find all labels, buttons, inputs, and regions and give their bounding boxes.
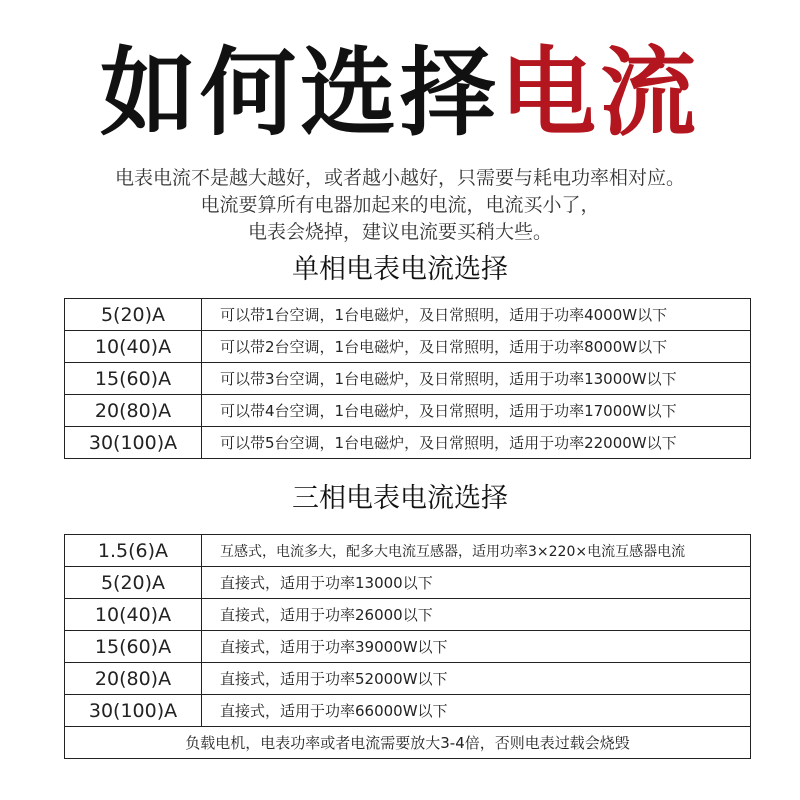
title-part-black: 如何选择: [100, 37, 500, 149]
table-row: [65, 599, 751, 631]
table-row: [65, 299, 751, 331]
table-row: [65, 695, 751, 727]
intro-line-2: 电流要算所有电器加起来的电流，电流买小了，: [200, 194, 600, 216]
three-phase-title: 三相电表电流选择: [292, 483, 508, 514]
description-cell: 直接式，适用于功率39000W以下: [202, 631, 751, 663]
table-row: [65, 395, 751, 427]
single-phase-title: 单相电表电流选择: [292, 254, 508, 285]
table-row: [65, 535, 751, 567]
page-title: [0, 38, 800, 148]
single-phase-table: [64, 298, 751, 459]
title-part-red: 电流: [500, 37, 700, 149]
table-row: [65, 331, 751, 363]
rating-cell: 20(80)A: [65, 663, 202, 695]
description-cell: 直接式，适用于功率52000W以下: [202, 663, 751, 695]
rating-cell: 30(100)A: [65, 695, 202, 727]
rating-cell: 5(20)A: [65, 299, 202, 331]
rating-cell: 10(40)A: [65, 599, 202, 631]
table-row: [65, 567, 751, 599]
description-cell: 可以带2台空调，1台电磁炉，及日常照明，适用于功率8000W以下: [202, 331, 751, 363]
intro-line-3: 电表会烧掉，建议电流要买稍大些。: [247, 221, 552, 243]
rating-cell: 15(60)A: [65, 631, 202, 663]
table-row: [65, 427, 751, 459]
description-cell: 可以带4台空调，1台电磁炉，及日常照明，适用于功率17000W以下: [202, 395, 751, 427]
description-cell: 直接式，适用于功率13000以下: [202, 567, 751, 599]
description-cell: 可以带3台空调，1台电磁炉，及日常照明，适用于功率13000W以下: [202, 363, 751, 395]
rating-cell: 15(60)A: [65, 363, 202, 395]
rating-cell: 30(100)A: [65, 427, 202, 459]
description-cell: 可以带5台空调，1台电磁炉，及日常照明，适用于功率22000W以下: [202, 427, 751, 459]
rating-cell: 1.5(6)A: [65, 535, 202, 567]
rating-cell: 5(20)A: [65, 567, 202, 599]
rating-cell: 10(40)A: [65, 331, 202, 363]
rating-cell: 20(80)A: [65, 395, 202, 427]
table-row: [65, 363, 751, 395]
description-cell: 直接式，适用于功率26000以下: [202, 599, 751, 631]
table-row: [65, 631, 751, 663]
description-cell: 可以带1台空调，1台电磁炉，及日常照明，适用于功率4000W以下: [202, 299, 751, 331]
intro-line-1: 电表电流不是越大越好，或者越小越好，只需要与耗电功率相对应。: [114, 167, 685, 189]
table-note-row: [65, 727, 751, 759]
table-row: [65, 663, 751, 695]
description-cell: 互感式，电流多大，配多大电流互感器，适用功率3×220×电流互感器电流: [202, 535, 751, 567]
three-phase-table: [64, 534, 751, 759]
description-cell: 直接式，适用于功率66000W以下: [202, 695, 751, 727]
motor-load-note: 负载电机，电表功率或者电流需要放大3-4倍，否则电表过载会烧毁: [65, 727, 751, 759]
